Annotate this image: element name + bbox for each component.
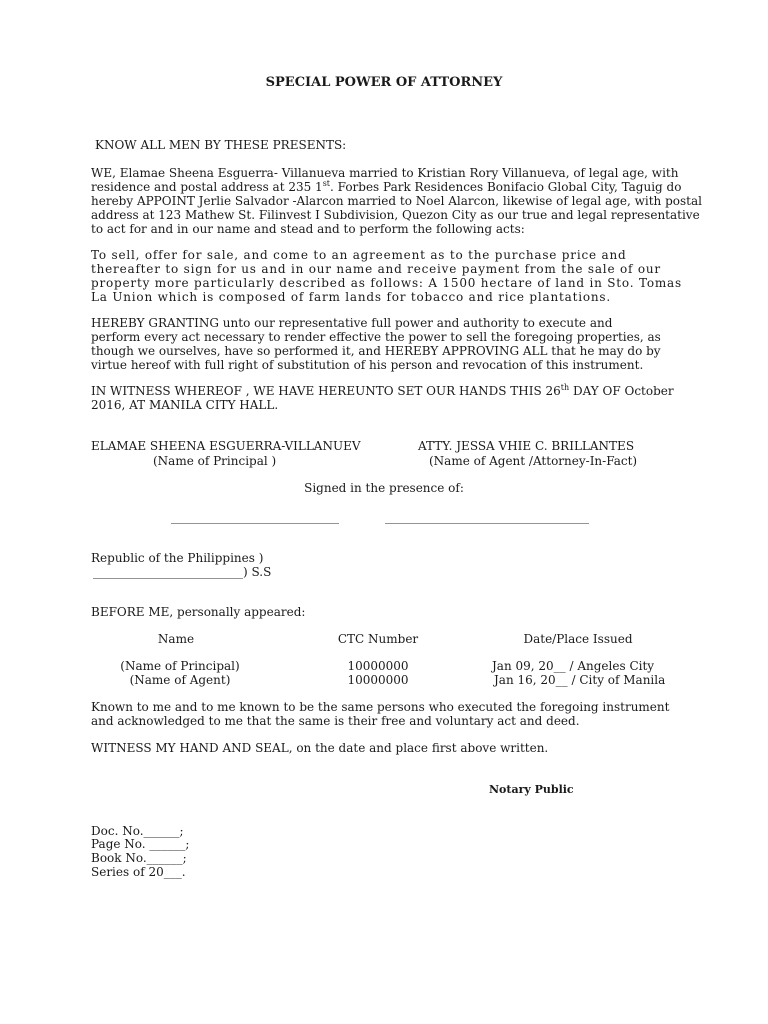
table-cell: (Name of Principal) [120,659,240,673]
paragraph-granting [91,316,681,372]
paragraph-known [91,700,681,728]
table-header-ctc: CTC Number [337,632,419,646]
p2-line: La Union which is composed of farm lands for tobacco and rice plantations. [91,290,611,304]
paragraph-appointment [91,166,702,236]
p1-line: WE, Elamae Sheena Esguerra- Villanueva married to Kristian Rory Villanueva, of legal age, with [91,166,679,180]
table-header-name: Name [157,632,195,646]
known-line: and acknowledged to me that the same is their free and voluntary act and deed. [91,714,580,728]
document-title: SPECIAL POWER OF ATTORNEY [265,75,503,90]
paragraph-acts [91,248,681,304]
p2-line: To sell, offer for sale, and come to an agreement as to the purchase price and [91,248,627,262]
p1-line: residence and postal address at 235 1st. Forbes Park Residences Bonifacio Global City, Taguig do [91,179,682,194]
table-header-date: Date/Place Issued [523,632,633,646]
table-cell: 10000000 [347,673,409,687]
witness-signature-line: __________________________________ [385,510,589,524]
series: Series of 20___. [91,865,186,879]
ss-line: _________________________) S.S [93,565,272,579]
witness-seal: WITNESS MY HAND AND SEAL, on the date and place first above written. [91,741,549,755]
book-no: Book No.______; [91,851,187,865]
table-cell: 10000000 [347,659,409,673]
doc-no: Doc. No.______; [91,824,184,838]
p1-line: address at 123 Mathew St. Filinvest I Subdivision, Quezon City as our true and legal representative [91,208,700,222]
notary-public: Notary Public [489,783,574,796]
before-me: BEFORE ME, personally appeared: [91,605,306,619]
signed-in-presence: Signed in the presence of: [304,481,464,495]
agent-name: ATTY. JESSA VHIE C. BRILLANTES [418,439,635,453]
page-no: Page No. ______; [91,837,190,851]
p3-line: virtue hereof with full right of substitution of his person and revocation of this instrument. [91,358,644,372]
p1-line: to act for and in our name and stead and to perform the following acts: [91,222,525,236]
intro-heading: KNOW ALL MEN BY THESE PRESENTS: [95,138,347,152]
p3-line: perform every act necessary to render effective the power to sell the foregoing properties, as [91,330,661,344]
table-cell: (Name of Agent) [129,673,231,687]
p2-line: thereafter to sign for us and in our name and receive payment from the sale of our [91,262,661,276]
principal-role: (Name of Principal ) [153,454,277,468]
p4-line: IN WITNESS WHEREOF , WE HAVE HEREUNTO SET OUR HANDS THIS 26th DAY OF October [91,383,674,398]
p3-line: HEREBY GRANTING unto our representative full power and authority to execute and [91,316,613,330]
agent-role: (Name of Agent /Attorney-In-Fact) [429,454,638,468]
p4-line: 2016, AT MANILA CITY HALL. [91,398,279,412]
p2-line: property more particularly described as follows: A 1500 hectare of land in Sto. Tomas [91,276,682,290]
witness-signature-line: ____________________________ [171,510,339,524]
principal-name: ELAMAE SHEENA ESGUERRA-VILLANUEV [91,439,361,453]
known-line: Known to me and to me known to be the same persons who executed the foregoing instrument [91,700,670,714]
table-cell: Jan 16, 20__ / City of Manila [494,673,666,687]
table-cell: Jan 09, 20__ / Angeles City [492,659,655,673]
paragraph-witness-whereof [91,384,681,412]
republic-line: Republic of the Philippines ) [91,551,264,565]
p3-line: though we ourselves, have so performed it, and HEREBY APPROVING ALL that he may do by [91,344,661,358]
p1-line: hereby APPOINT Jerlie Salvador -Alarcon married to Noel Alarcon, likewise of legal age, with postal [91,194,702,208]
